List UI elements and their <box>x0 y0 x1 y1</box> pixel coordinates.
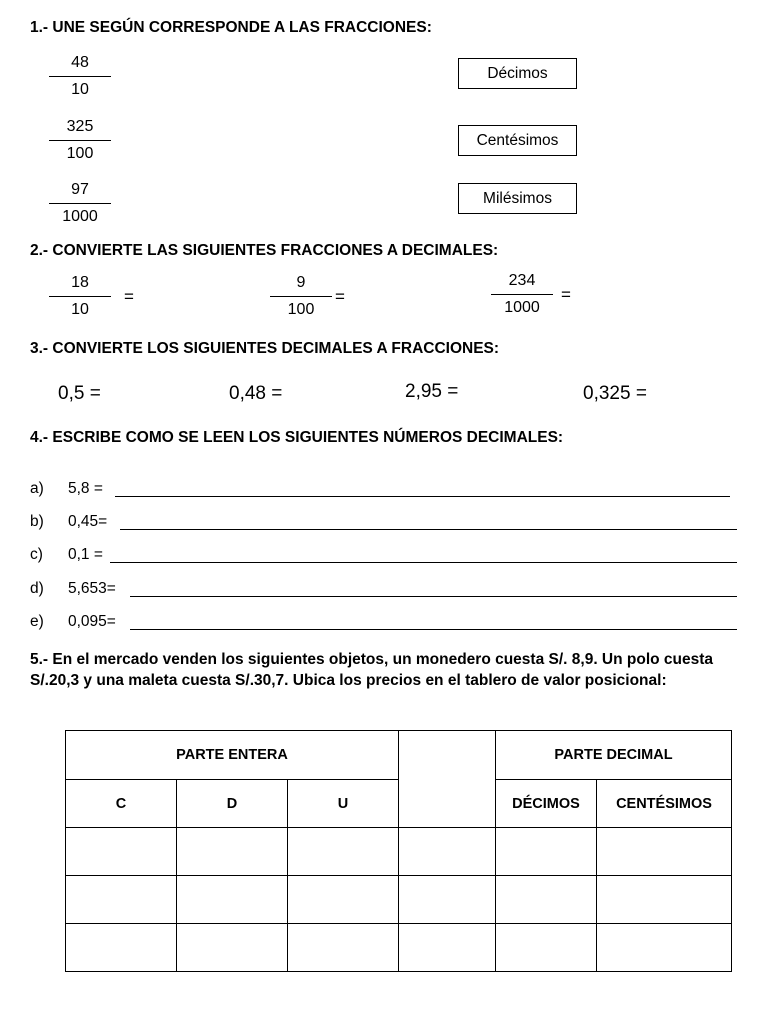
table-cell[interactable] <box>496 924 597 972</box>
table-cell[interactable] <box>177 924 288 972</box>
table-cell[interactable] <box>399 828 496 876</box>
fraction-18-10 <box>49 272 111 321</box>
fraction-48-10 <box>49 52 111 101</box>
denominator: 1000 <box>62 208 98 225</box>
column-header-u: U <box>288 780 399 828</box>
numerator: 18 <box>71 274 89 291</box>
item-letter: e) <box>30 613 44 630</box>
column-header-centesimos: CENTÉSIMOS <box>597 780 732 828</box>
table-cell[interactable] <box>177 876 288 924</box>
item-letter: d) <box>30 580 44 597</box>
place-value-table <box>65 730 732 972</box>
table-cell[interactable] <box>399 924 496 972</box>
item-label: 0,095= <box>68 613 116 630</box>
fraction-97-1000 <box>49 179 111 228</box>
fraction-325-100 <box>49 116 111 165</box>
item-letter: c) <box>30 546 43 563</box>
fraction-bar <box>270 296 332 297</box>
decimal-0-325: 0,325 = <box>583 383 647 404</box>
equals-sign: = <box>124 287 134 306</box>
decimal-2-95: 2,95 = <box>405 381 459 402</box>
box-milesimos: Milésimos <box>458 183 577 214</box>
item-label: 0,1 = <box>68 546 103 563</box>
fraction-bar <box>49 296 111 297</box>
section1-heading: 1.- UNE SEGÚN CORRESPONDE A LAS FRACCIONES: <box>30 19 432 36</box>
fraction-bar <box>49 203 111 204</box>
section4-heading: 4.- ESCRIBE COMO SE LEEN LOS SIGUIENTES NÚMEROS DECIMALES: <box>30 429 564 446</box>
answer-line[interactable] <box>115 496 730 497</box>
header-parte-entera: PARTE ENTERA <box>66 731 399 780</box>
answer-line[interactable] <box>130 596 737 597</box>
table-cell[interactable] <box>597 924 732 972</box>
fraction-9-100 <box>270 272 332 321</box>
numerator: 325 <box>66 118 94 135</box>
item-label: 0,45= <box>68 513 108 530</box>
table-cell[interactable] <box>288 876 399 924</box>
item-letter: b) <box>30 513 44 530</box>
fraction-234-1000 <box>491 270 553 319</box>
table-cell[interactable] <box>288 828 399 876</box>
section3-heading: 3.- CONVIERTE LOS SIGUIENTES DECIMALES A FRACCIONES: <box>30 340 500 357</box>
column-header-decimos: DÉCIMOS <box>496 780 597 828</box>
table-cell[interactable] <box>597 828 732 876</box>
numerator: 97 <box>71 181 89 198</box>
answer-line[interactable] <box>120 529 737 530</box>
answer-line[interactable] <box>110 562 737 563</box>
denominator: 100 <box>287 301 315 318</box>
column-header-c: C <box>66 780 177 828</box>
list-item-d <box>30 580 742 600</box>
list-item-c <box>30 546 742 566</box>
decimal-0-5: 0,5 = <box>58 383 101 404</box>
denominator: 10 <box>71 81 89 98</box>
table-cell[interactable] <box>399 876 496 924</box>
separator-cell <box>399 731 496 828</box>
table-row <box>66 924 732 972</box>
fraction-bar <box>49 76 111 77</box>
decimal-0-48: 0,48 = <box>229 383 283 404</box>
list-item-b <box>30 513 742 533</box>
equals-sign: = <box>335 287 345 306</box>
table-cell[interactable] <box>597 876 732 924</box>
list-item-e <box>30 613 742 633</box>
denominator: 100 <box>66 145 94 162</box>
table-row <box>66 876 732 924</box>
section5-paragraph: 5.- En el mercado venden los siguientes objetos, un monedero cuesta S/. 8,9. Un polo cuesta S/.20,3 y una maleta cuesta S/.30,7. Ubica los precios en el tablero de valor posicional: <box>30 651 714 689</box>
table-cell[interactable] <box>496 828 597 876</box>
table-cell[interactable] <box>66 876 177 924</box>
fraction-bar <box>49 140 111 141</box>
column-header-d: D <box>177 780 288 828</box>
section2-heading: 2.- CONVIERTE LAS SIGUIENTES FRACCIONES A DECIMALES: <box>30 242 499 259</box>
equals-sign: = <box>561 285 571 304</box>
item-label: 5,653= <box>68 580 116 597</box>
list-item-a <box>30 480 735 500</box>
fraction-bar <box>491 294 553 295</box>
table-cell[interactable] <box>177 828 288 876</box>
box-centesimos: Centésimos <box>458 125 577 156</box>
answer-line[interactable] <box>130 629 737 630</box>
denominator: 10 <box>71 301 89 318</box>
table-cell[interactable] <box>496 876 597 924</box>
numerator: 9 <box>296 274 306 291</box>
header-parte-decimal: PARTE DECIMAL <box>496 731 732 780</box>
table-row <box>66 828 732 876</box>
table-cell[interactable] <box>66 924 177 972</box>
numerator: 48 <box>71 54 89 71</box>
table-cell[interactable] <box>66 828 177 876</box>
box-decimos: Décimos <box>458 58 577 89</box>
table-cell[interactable] <box>288 924 399 972</box>
item-letter: a) <box>30 480 44 497</box>
item-label: 5,8 = <box>68 480 103 497</box>
denominator: 1000 <box>504 299 540 316</box>
numerator: 234 <box>508 272 536 289</box>
